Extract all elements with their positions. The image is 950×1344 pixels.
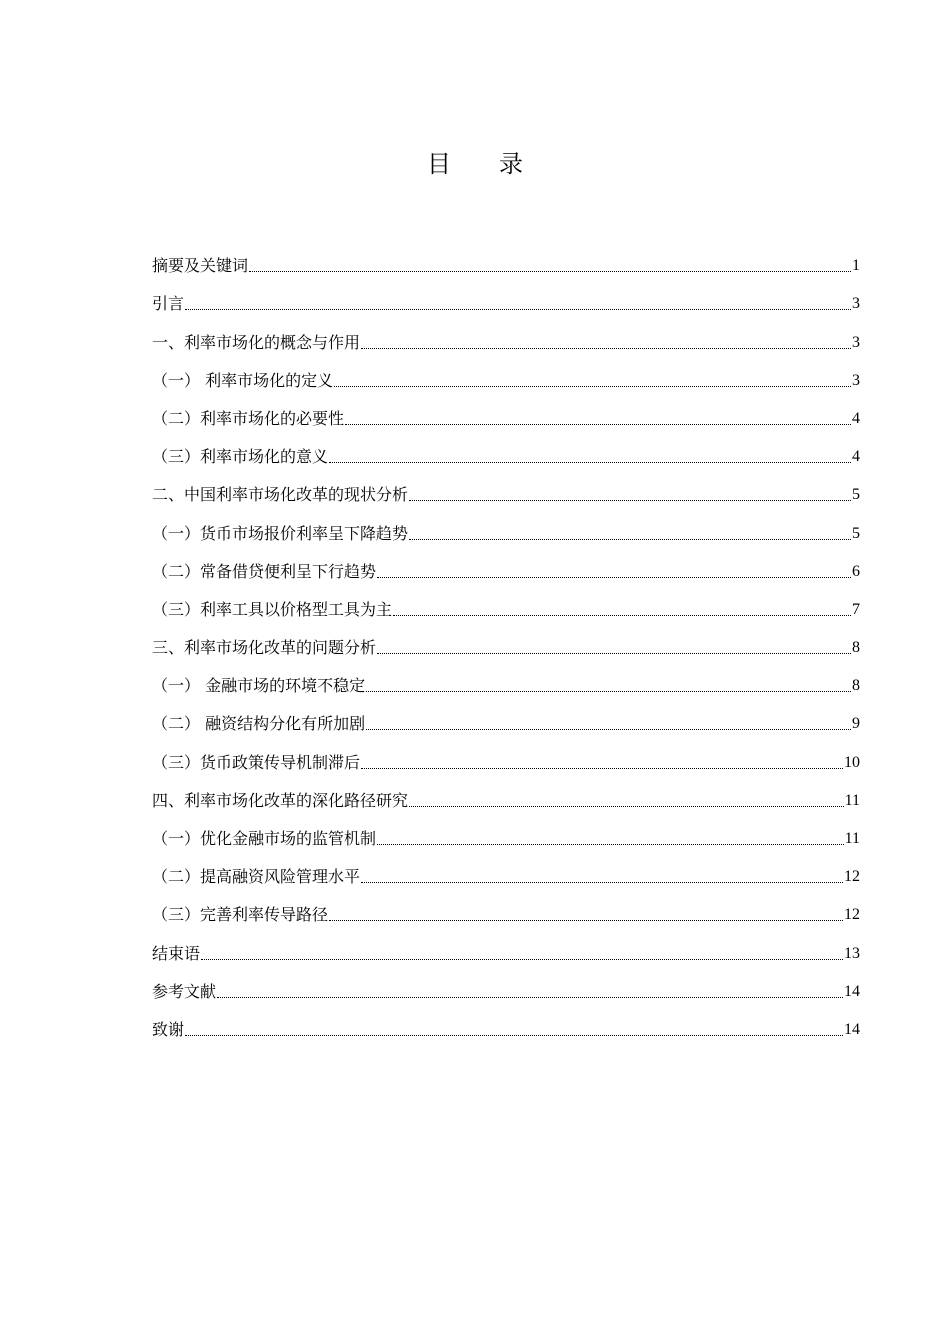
toc-entry-page: 4 [852, 409, 860, 427]
toc-entry-page: 8 [852, 639, 860, 657]
toc-entry-label: （一）优化金融市场的监管机制 [152, 829, 377, 848]
toc-entry[interactable] [152, 696, 860, 734]
dot-leader [185, 309, 851, 310]
toc-entry-page: 9 [852, 715, 860, 733]
toc-entry-label: 结束语 [152, 943, 201, 963]
dot-leader [409, 500, 851, 501]
dot-leader [345, 424, 851, 425]
dot-leader [334, 386, 851, 387]
toc-entry[interactable] [152, 391, 860, 429]
toc-entry-label: （三）利率市场化的意义 [152, 447, 329, 467]
dot-leader [361, 768, 843, 769]
toc-entry-page: 8 [852, 677, 860, 695]
toc-entry[interactable] [152, 734, 860, 772]
toc-entry-label: 摘要及关键词 [152, 256, 249, 276]
dot-leader [377, 844, 844, 845]
toc-entry-label: （二）常备借贷便利呈下行趋势 [152, 561, 377, 581]
toc-entry-label: （二）利率市场化的必要性 [152, 408, 345, 428]
toc-entry[interactable] [152, 238, 860, 276]
toc-entry[interactable] [152, 314, 860, 352]
toc-entry[interactable] [152, 505, 860, 543]
toc-entry[interactable] [152, 620, 860, 658]
toc-entry-label: 参考文献 [152, 981, 217, 1001]
toc-entry-page: 3 [852, 295, 860, 313]
dot-leader [393, 615, 851, 616]
dot-leader [249, 271, 851, 272]
toc-entry[interactable] [152, 773, 860, 811]
toc-entry[interactable] [152, 964, 860, 1002]
toc-entry-label: （一）货币市场报价利率呈下降趋势 [152, 523, 409, 543]
dot-leader [409, 806, 844, 807]
toc-entry[interactable] [152, 582, 860, 620]
toc-entry-page: 12 [844, 906, 860, 924]
toc-entry-label: 四、利率市场化改革的深化路径研究 [152, 790, 409, 810]
toc-list [152, 238, 860, 1040]
toc-entry-page: 14 [844, 982, 860, 1000]
toc-entry-label: （二）提高融资风险管理水平 [152, 867, 361, 887]
toc-entry-page: 5 [852, 524, 860, 542]
toc-entry[interactable] [152, 887, 860, 925]
toc-entry-page: 4 [852, 448, 860, 466]
toc-entry-label: （三）完善利率传导路径 [152, 905, 329, 925]
toc-entry-page: 3 [852, 371, 860, 389]
toc-entry-label: （三）利率工具以价格型工具为主 [152, 599, 393, 619]
dot-leader [377, 577, 851, 578]
toc-entry-page: 12 [844, 868, 860, 886]
toc-entry-page: 11 [844, 791, 860, 809]
toc-entry-page: 3 [852, 333, 860, 351]
toc-entry-label: 致谢 [152, 1019, 185, 1039]
toc-title [0, 146, 950, 182]
toc-entry[interactable] [152, 658, 860, 696]
dot-leader [361, 882, 843, 883]
toc-entry-label: （三）货币政策传导机制滞后 [152, 752, 361, 772]
dot-leader [201, 959, 843, 960]
toc-entry[interactable] [152, 467, 860, 505]
toc-entry-page: 14 [844, 1020, 860, 1038]
toc-entry-page: 6 [852, 562, 860, 580]
toc-entry[interactable] [152, 544, 860, 582]
toc-entry[interactable] [152, 353, 860, 391]
toc-entry-page: 7 [852, 600, 860, 618]
dot-leader [366, 729, 851, 730]
toc-title-char-2: 录 [499, 150, 523, 178]
dot-leader [185, 1035, 843, 1036]
toc-entry[interactable] [152, 429, 860, 467]
toc-entry-label: （一） 利率市场化的定义 [152, 370, 334, 390]
toc-entry-page: 10 [844, 753, 860, 771]
toc-entry-page: 13 [844, 944, 860, 962]
dot-leader [361, 348, 851, 349]
dot-leader [329, 920, 843, 921]
dot-leader [329, 462, 851, 463]
toc-entry-label: 引言 [152, 294, 185, 314]
toc-entry[interactable] [152, 925, 860, 963]
toc-entry-label: 一、利率市场化的概念与作用 [152, 332, 361, 352]
toc-entry[interactable] [152, 811, 860, 849]
toc-entry[interactable] [152, 849, 860, 887]
toc-entry-page: 5 [852, 486, 860, 504]
toc-entry-label: 三、利率市场化改革的问题分析 [152, 638, 377, 658]
toc-entry-label: （一） 金融市场的环境不稳定 [152, 676, 366, 696]
toc-title-char-1: 目 [427, 150, 451, 178]
toc-entry-page: 11 [844, 830, 860, 847]
toc-entry-label: （二） 融资结构分化有所加剧 [152, 714, 366, 734]
toc-entry[interactable] [152, 1002, 860, 1040]
toc-entry-page: 1 [852, 257, 860, 275]
toc-entry-label: 二、中国利率市场化改革的现状分析 [152, 485, 409, 505]
dot-leader [409, 539, 851, 540]
toc-entry[interactable] [152, 276, 860, 314]
dot-leader [366, 691, 851, 692]
dot-leader [377, 653, 851, 654]
dot-leader [217, 997, 843, 998]
